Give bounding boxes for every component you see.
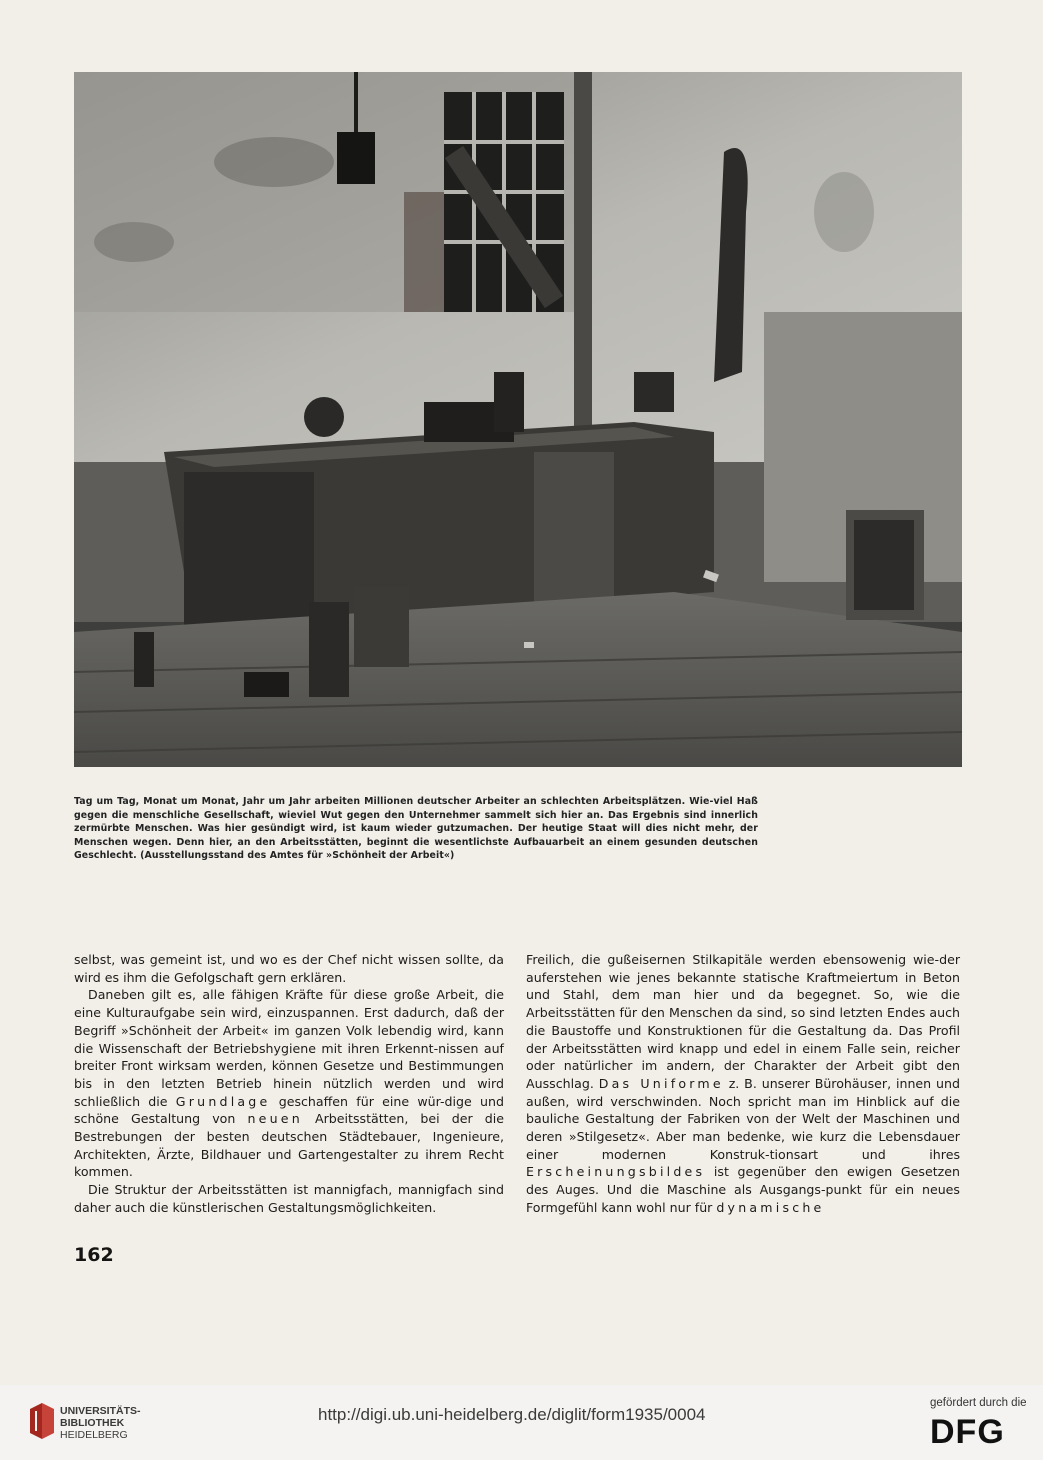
photograph-illustration (74, 72, 962, 767)
source-url-link[interactable]: http://digi.ub.uni-heidelberg.de/diglit/form1935/0004 (318, 1405, 706, 1424)
library-line-3: HEIDELBERG (60, 1429, 128, 1441)
workshop-photograph (74, 72, 962, 767)
page-number: 162 (74, 1244, 114, 1266)
left-text-column (74, 951, 504, 1217)
photo-caption: Tag um Tag, Monat um Monat, Jahr um Jahr arbeiten Millionen deutscher Arbeiter an schlechten Arbeitsplätzen. Wie-viel Haß gegen die menschliche Gesellschaft, wieviel Wut gegen den Unternehmer sammelt sich hier an. Das Ergebnis sind innerlich zermürbte Menschen. Was hier gesündigt wird, ist kaum wieder gutzumachen. Der heutige Staat will dies nicht mehr, der Menschen wegen. Denn hier, an den Arbeitsstätten, beginnt die wesentlichste Aufbauarbeit an einem gesunden deutschen Geschlecht. (Ausstellungsstand des Amtes für »Schönheit der Arbeit«) (74, 796, 758, 861)
right-paragraph-1-spaced-3: dynamische (716, 1199, 825, 1215)
right-paragraph-1-text-c: ist gegenüber den ewigen Gesetzen des Auges. Und die Maschine als Ausgangs-punkt für ein neues Formgefühl kann wohl nur für (526, 1164, 960, 1215)
funding-label: gefördert durch die (930, 1397, 1027, 1409)
left-paragraph-3: Die Struktur der Arbeitsstätten ist mannigfach, mannigfach sind daher auch die künstlerischen Gestaltungsmöglichkeiten. (74, 1182, 504, 1215)
right-paragraph-1-spaced-1: Das Uniforme (598, 1075, 724, 1091)
right-paragraph-1-spaced-2: Erscheinungsbildes (526, 1164, 706, 1180)
right-paragraph-1-text-b: z. B. unserer Bürohäuser, innen und außen, wird verschwinden. Noch spricht man im Hinblick auf die bauliche Gestaltung der Fabriken von der Welt der Maschinen und deren »Stilgesetz«. Aber man bedenke, wie kurz die Lebensdauer einer modernen Konstruk-tionsart und ihres (526, 1075, 960, 1162)
left-paragraph-2-text-b: geschaffen für eine wür-dige und schöne Gestaltung von (74, 1093, 504, 1127)
left-paragraph-2 (74, 986, 504, 1181)
left-paragraph-2-text-c: Arbeitsstätten, bei der die Bestrebungen der besten deutschen Städtebauer, Ingenieure, Architekten, Ärzte, Bildhauer und Gartengestalter zu ihrem Recht kommen. (74, 1111, 505, 1180)
left-paragraph-1: selbst, was gemeint ist, und wo es der Chef nicht wissen sollte, da wird es ihm die Gefolgschaft gern erklären. (74, 952, 504, 985)
right-paragraph-1-text-a: Freilich, die gußeisernen Stilkapitäle werden ebensowenig wie-der auferstehen wie jenes bekannte statische Kraftmeiertum in Beton und Stahl, dem man hier und da begegnet. So, wie die Arbeitsstätten für den Menschen da sind, so sind letzten Endes auch die Baustoffe und Konstruktionen für die Gestaltung da. Das Profil der Arbeitsstätten wird knapp und edel in einem Falle sein, reicher oder natürlicher im andern, der Charakter der Arbeit gibt den Ausschlag. (526, 952, 960, 1091)
library-name (60, 1405, 141, 1441)
left-paragraph-2-spaced-1: Grundlage (175, 1093, 271, 1109)
left-paragraph-2-spaced-2: neuen (247, 1111, 303, 1127)
dfg-logo: DFG (930, 1413, 1005, 1451)
library-line-1: UNIVERSITÄTS- (60, 1405, 141, 1417)
digitization-footer (0, 1385, 1043, 1460)
right-text-column (526, 951, 960, 1217)
right-paragraph-1 (526, 951, 960, 1217)
library-logo-icon (28, 1401, 56, 1445)
left-paragraph-2-text-a: Daneben gilt es, alle fähigen Kräfte für diese große Arbeit, die eine Kulturaufgabe sein wird, einzuspannen. Erst dadurch, daß der Begriff »Schönheit der Arbeit« im ganzen Volk lebendig wird, kann die Wissenschaft der Betriebshygiene mit ihren Erkennt-nissen auf breiter Front wirksam werden, können Gesetze und Bestimmungen bis in den letzten Betrieb hinein nützlich werden und wird schließlich die (74, 987, 504, 1109)
library-line-2: BIBLIOTHEK (60, 1417, 125, 1429)
